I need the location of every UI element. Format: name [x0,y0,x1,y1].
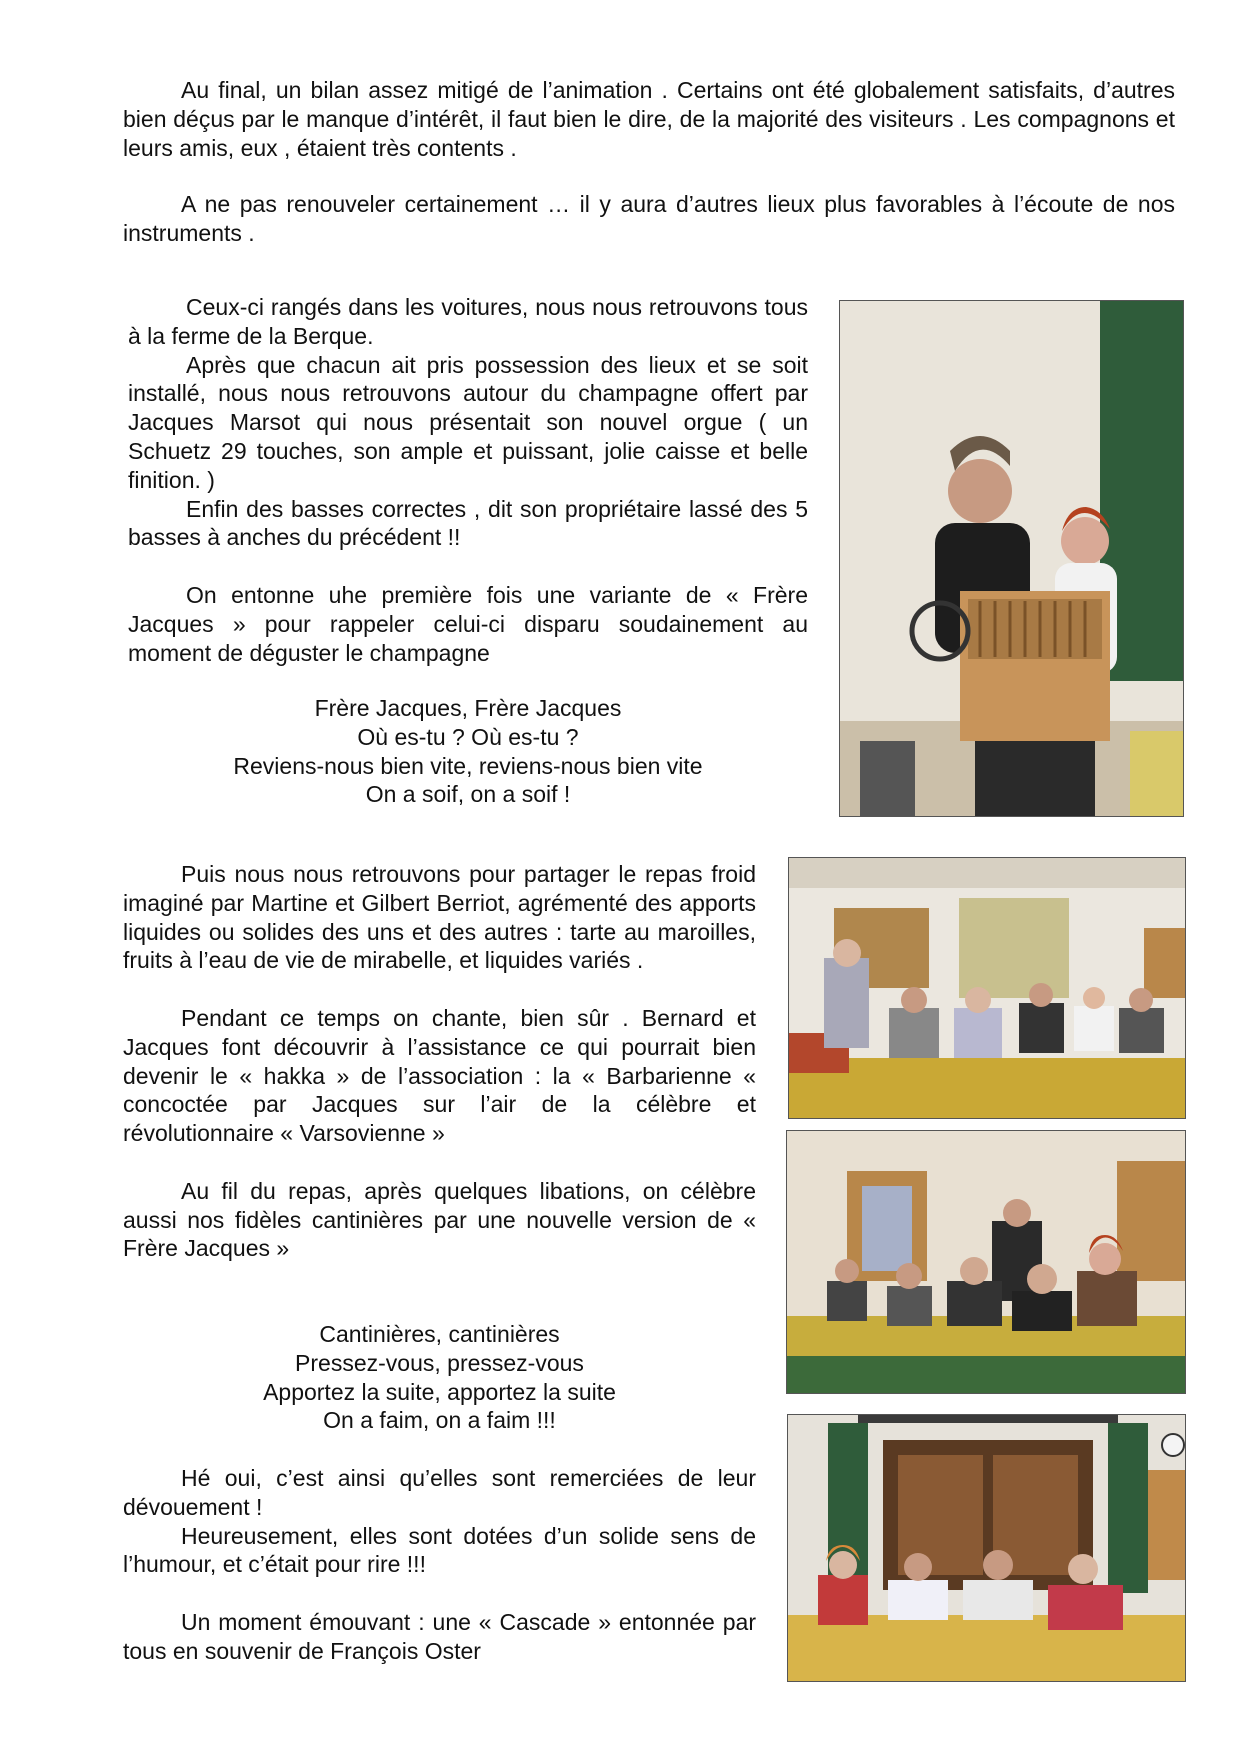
verse-line: Apportez la suite, apportez la suite [263,1378,616,1405]
paragraph-cold-meal: Puis nous nous retrouvons pour partager le repas froid imaginé par Martine et Gilbert Berriot, agrémenté des apports liquides ou solides des uns et des autres : tarte au maroilles, fruits à l’eau de vie de mirabelle, et liquides variés . [123,861,756,974]
verse-line: On a soif, on a soif ! [365,781,571,808]
photo-group-meal-2 [786,1130,1186,1394]
verse-line: Pressez-vous, pressez-vous [295,1349,584,1376]
verse-line: On a faim, on a faim !!! [323,1407,556,1434]
paragraph-cascade: Un moment émouvant : une « Cascade » entonnée par tous en souvenir de François Oster [123,1608,756,1664]
verse-line: Cantinières, cantinières [319,1321,560,1347]
organ-section-text [128,293,808,667]
photo-meal2-image [787,1131,1185,1393]
photo-meal1-image [789,858,1185,1118]
photo-organ-presentation [839,300,1184,817]
paragraph-not-renew: A ne pas renouveler certainement … il y aura d’autres lieux plus favorables à l’écoute de nos instruments . [123,191,1175,246]
paragraph-humour: Heureusement, elles sont dotées d’un solide sens de l’humour, et c’était pour rire !!! [123,1522,756,1578]
paragraph-ferme-berque: Ceux-ci rangés dans les voitures, nous nous retrouvons tous à la ferme de la Berque. [128,294,808,349]
verse-line: Frère Jacques, Frère Jacques [314,695,622,721]
verse-frere-jacques [128,694,808,809]
meal-section-text [123,860,756,1263]
paragraph-frere-jacques-variant: On entonne uhe première fois une variante de « Frère Jacques » pour rappeler celui-ci disparu soudainement au moment de déguster le champagne [128,581,808,666]
paragraph-champagne: Après que chacun ait pris possession des lieux et se soit installé, nous nous retrouvons autour du champagne offert par Jacques Marsot qui nous présentait son nouvel orgue ( un Schuetz 29 touches, son ample et puissant, jolie caisse et belle finition. ) [128,351,808,493]
verse-line: Où es-tu ? Où es-tu ? [357,723,579,750]
paragraph-final-assessment: Au final, un bilan assez mitigé de l’animation . Certains ont été globalement satisfaits, d’autres bien déçus par le manque d’intérêt, il faut bien le dire, de la majorité des visiteurs . Les compagnons et leurs amis, eux , étaient très contents . [123,77,1175,161]
photo-meal3-image [788,1415,1185,1681]
paragraph-barbarienne: Pendant ce temps on chante, bien sûr . Bernard et Jacques font découvrir à l’assistance ce qui pourrait bien devenir le « hakka » de l’association : la « Barbarienne « concoctée par Jacques sur l’air de la célèbre et révolutionnaire « Varsovienne » [123,1004,756,1147]
verse-line: Reviens-nous bien vite, reviens-nous bien vite [233,752,703,779]
verse-cantinieres [123,1320,756,1435]
paragraph-basses: Enfin des basses correctes , dit son propriétaire lassé des 5 basses à anches du précédent !! [128,495,808,551]
paragraph-cantinieres: Au fil du repas, après quelques libations, on célèbre aussi nos fidèles cantinières par une nouvelle version de « Frère Jacques » [123,1177,756,1262]
paragraph-remerciees: Hé oui, c’est ainsi qu’elles sont remerciées de leur dévouement ! [123,1465,756,1520]
photo-group-meal-3 [787,1414,1186,1682]
photo-organ-image [840,301,1183,816]
photo-group-meal-1 [788,857,1186,1119]
closing-section-text [123,1464,756,1666]
